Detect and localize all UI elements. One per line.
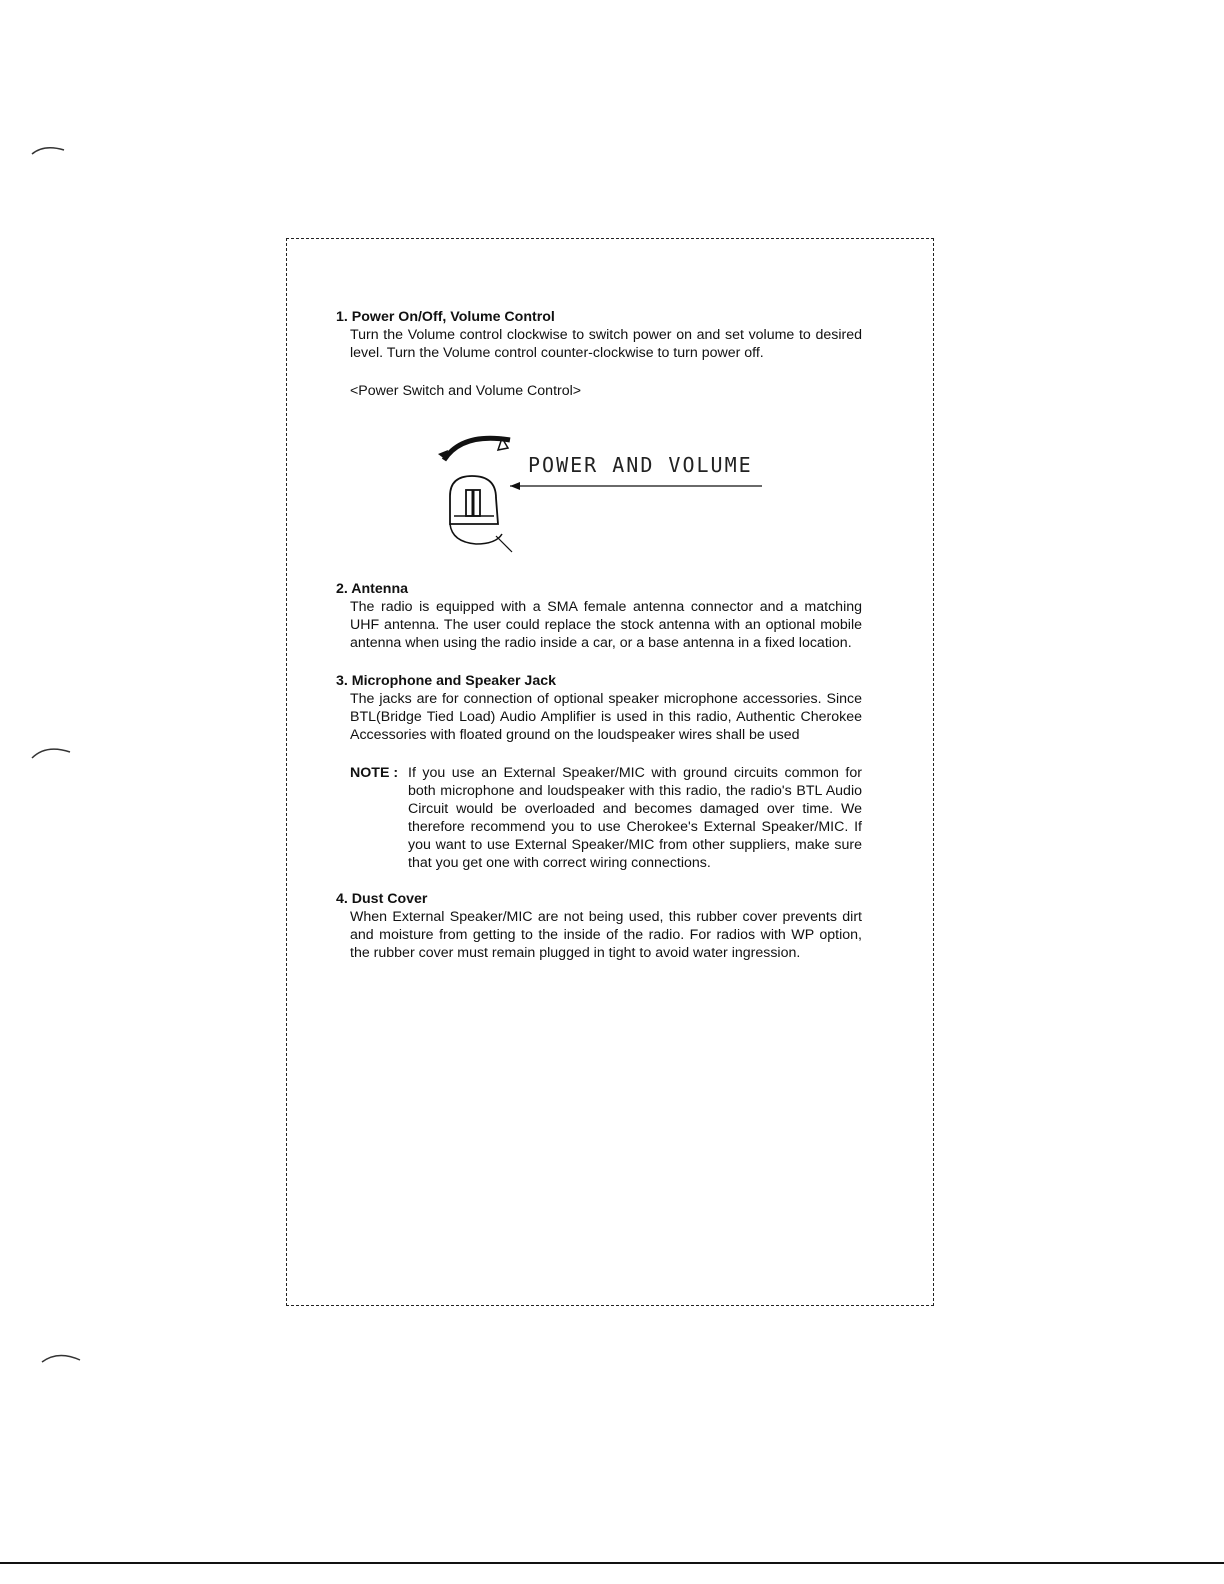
section-body: Turn the Volume control clockwise to switch power on and set volume to desired level. Turn the Volume control counter-clockwise to turn power off. [350, 327, 862, 361]
figure-caption: <Power Switch and Volume Control> [350, 383, 582, 399]
volume-knob-diagram [336, 406, 862, 566]
section-microphone-speaker-jack [336, 672, 862, 872]
section-antenna [336, 580, 862, 652]
section-title: 1. Power On/Off, Volume Control [336, 309, 555, 325]
punch-hole-mark-top [30, 140, 70, 160]
scan-edge-line [0, 1562, 1224, 1564]
section-body: When External Speaker/MIC are not being used, this rubber cover prevents dirt and moisture from getting to the inside of the radio. For radios with WP option, the rubber cover must remain plugged in tight to avoid water ingression. [350, 909, 862, 961]
section-title: 4. Dust Cover [336, 891, 428, 907]
note-label: NOTE : [350, 765, 399, 781]
note-text: If you use an External Speaker/MIC with ground circuits common for both microphone and loudspeaker with this radio, the radio's BTL Audio Circuit would be overloaded and becomes damaged over time. We therefore recommend you to use Cherokee's External Speaker/MIC. If you want to use External Speaker/MIC from other suppliers, make sure that you get one with correct wiring connections. [408, 765, 862, 871]
section-dust-cover [336, 890, 862, 962]
punch-hole-mark-bottom [40, 1348, 86, 1368]
manual-content [336, 308, 862, 962]
section-power-volume [336, 308, 862, 400]
section-body: The radio is equipped with a SMA female antenna connector and a matching UHF antenna. The user could replace the stock antenna with an optional mobile antenna when using the radio inside a car, or a base antenna in a fixed location. [350, 599, 862, 651]
section-title: 2. Antenna [336, 581, 408, 597]
note-block [350, 764, 862, 872]
figure-label: POWER AND VOLUME [528, 453, 753, 477]
section-title: 3. Microphone and Speaker Jack [336, 673, 556, 689]
punch-hole-mark-middle [30, 740, 80, 764]
power-volume-figure [336, 406, 862, 566]
section-body: The jacks are for connection of optional speaker microphone accessories. Since BTL(Bridge Tied Load) Audio Amplifier is used in this radio, Authentic Cherokee Accessories with floated ground on the loudspeaker wires shall be used [350, 691, 862, 743]
